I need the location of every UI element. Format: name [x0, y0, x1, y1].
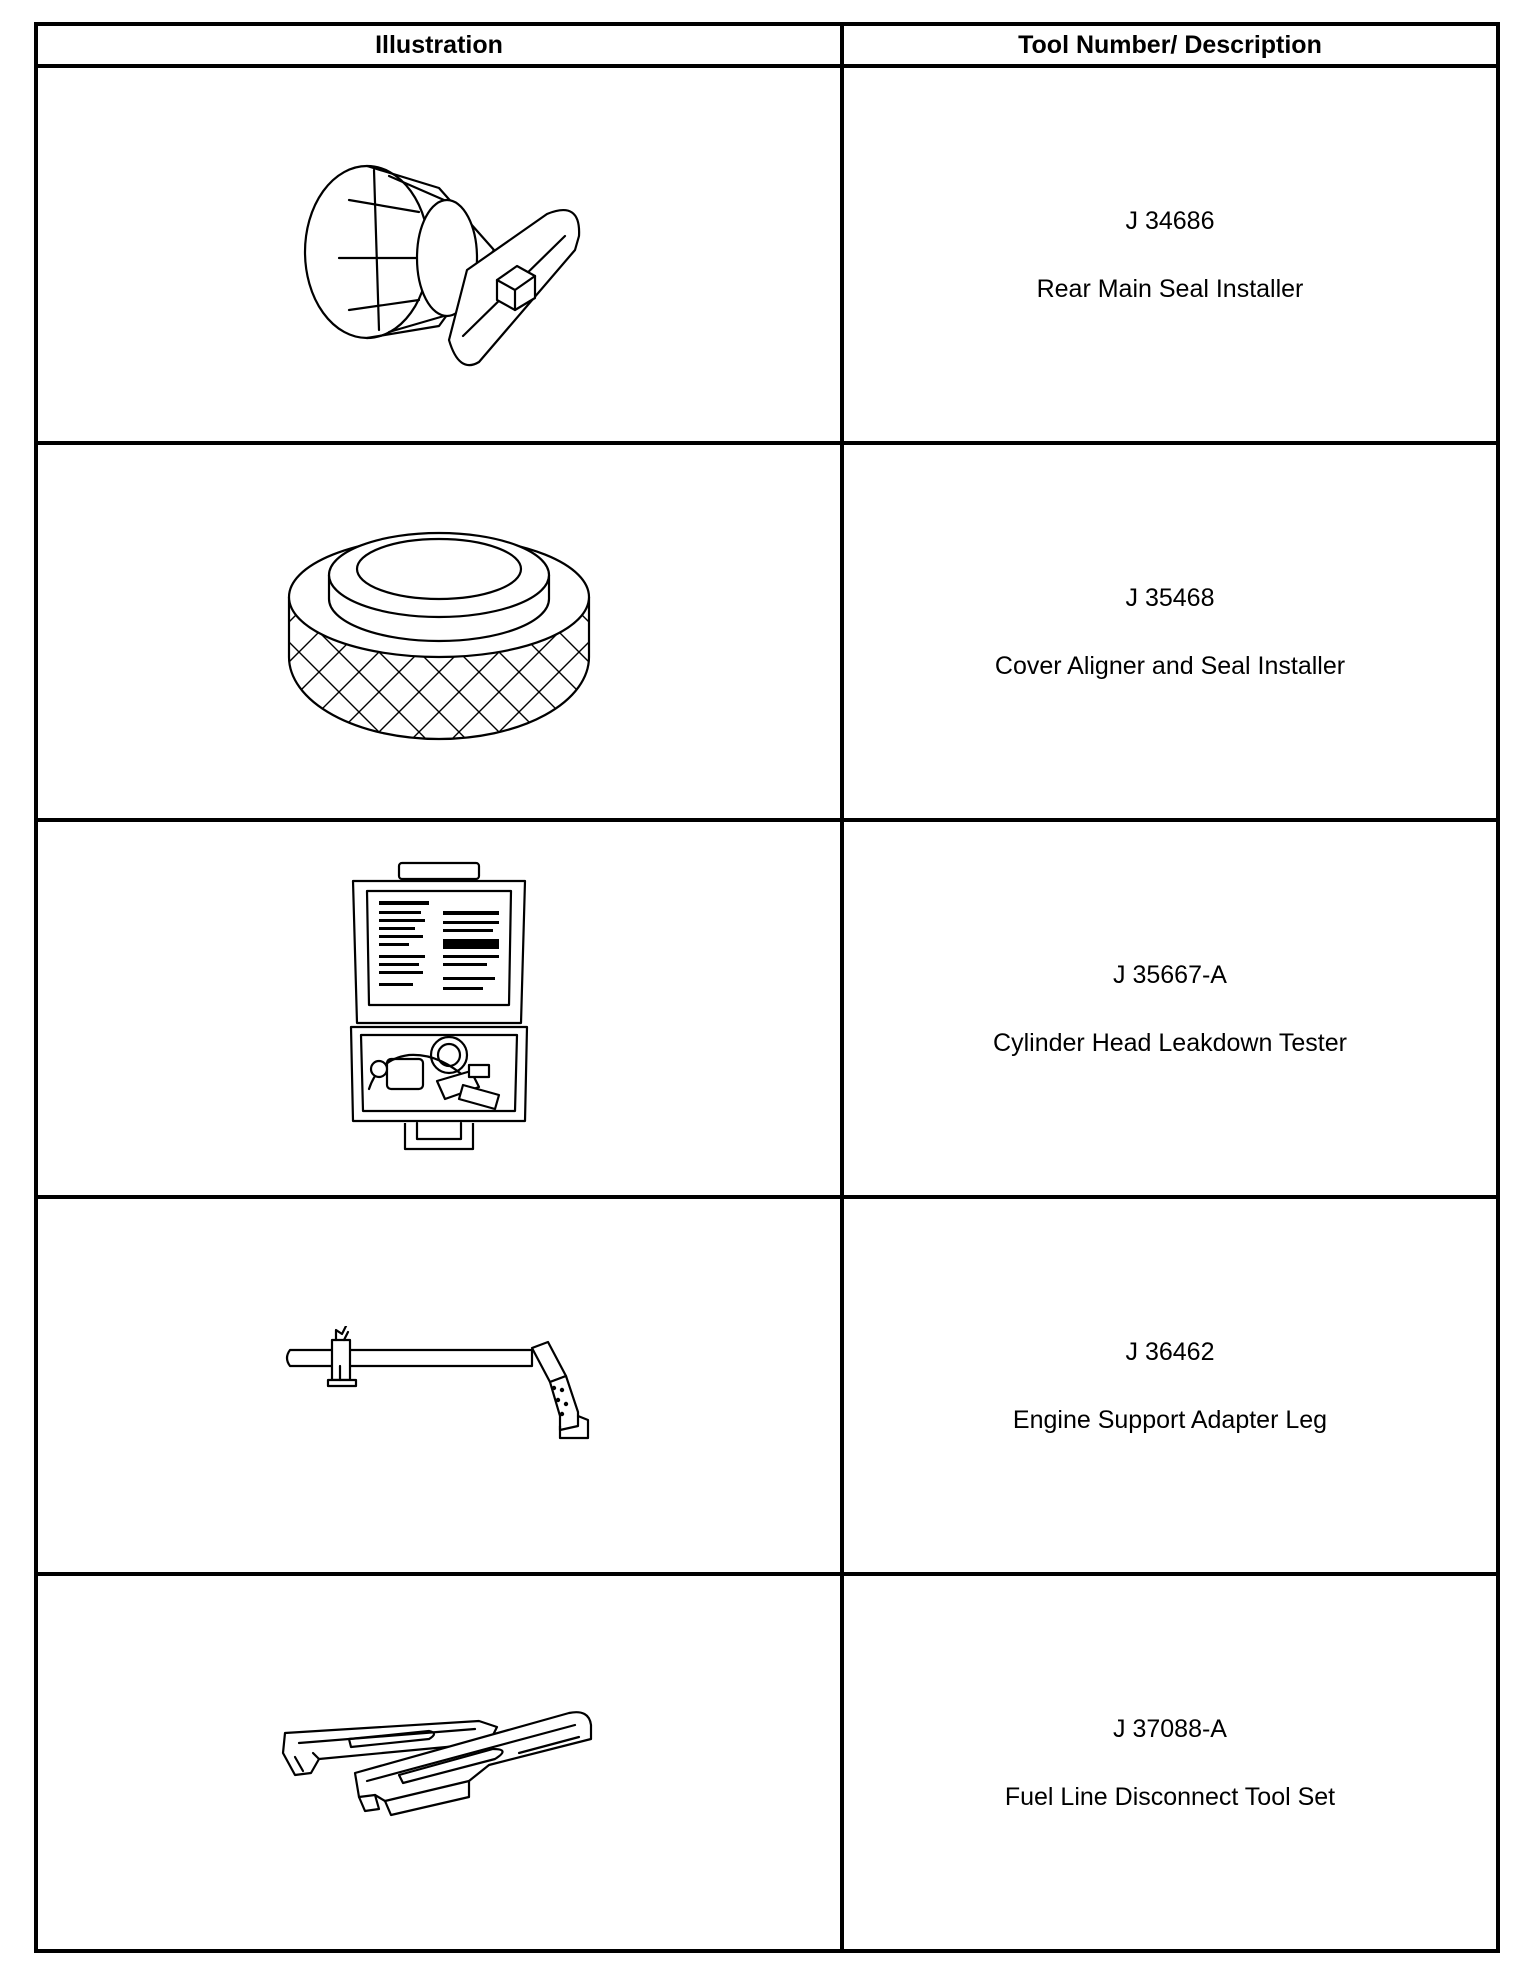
description-cell	[842, 820, 1498, 1197]
leakdown-tester-case-illustration	[339, 859, 539, 1159]
engine-support-leg-illustration	[284, 1326, 594, 1446]
illustration-cell	[36, 820, 842, 1197]
illustration-cell	[36, 66, 842, 443]
tool-description: Engine Support Adapter Leg	[1012, 1405, 1328, 1434]
tool-description: Cover Aligner and Seal Installer	[994, 651, 1346, 680]
description-cell	[842, 443, 1498, 820]
description-cell	[842, 1197, 1498, 1574]
description-column-header: Tool Number/ Description	[842, 24, 1498, 66]
illustration-cell	[36, 443, 842, 820]
illustration-cell	[36, 1574, 842, 1951]
tool-description: Cylinder Head Leakdown Tester	[993, 1028, 1347, 1057]
table-row	[36, 1197, 1498, 1574]
tool-description: Rear Main Seal Installer	[1036, 274, 1304, 303]
table-row	[36, 820, 1498, 1197]
fuel-line-tool-set-illustration	[279, 1703, 599, 1823]
illustration-cell	[36, 1197, 842, 1574]
illustration-column-header: Illustration	[36, 24, 842, 66]
tool-number: J 36462	[1125, 1337, 1215, 1366]
tool-number: J 37088-A	[1113, 1714, 1227, 1743]
table-row	[36, 66, 1498, 443]
table-row	[36, 1574, 1498, 1951]
tool-number: J 35667-A	[1113, 960, 1227, 989]
table-header-row	[36, 24, 1498, 66]
description-cell	[842, 1574, 1498, 1951]
tool-number: J 34686	[1125, 206, 1215, 235]
special-tools-table	[34, 22, 1500, 1953]
tool-number: J 35468	[1125, 583, 1215, 612]
cover-aligner-illustration	[284, 517, 594, 747]
table-row	[36, 443, 1498, 820]
tool-description: Fuel Line Disconnect Tool Set	[1004, 1782, 1336, 1811]
rear-main-seal-installer-illustration	[289, 140, 589, 370]
description-cell	[842, 66, 1498, 443]
